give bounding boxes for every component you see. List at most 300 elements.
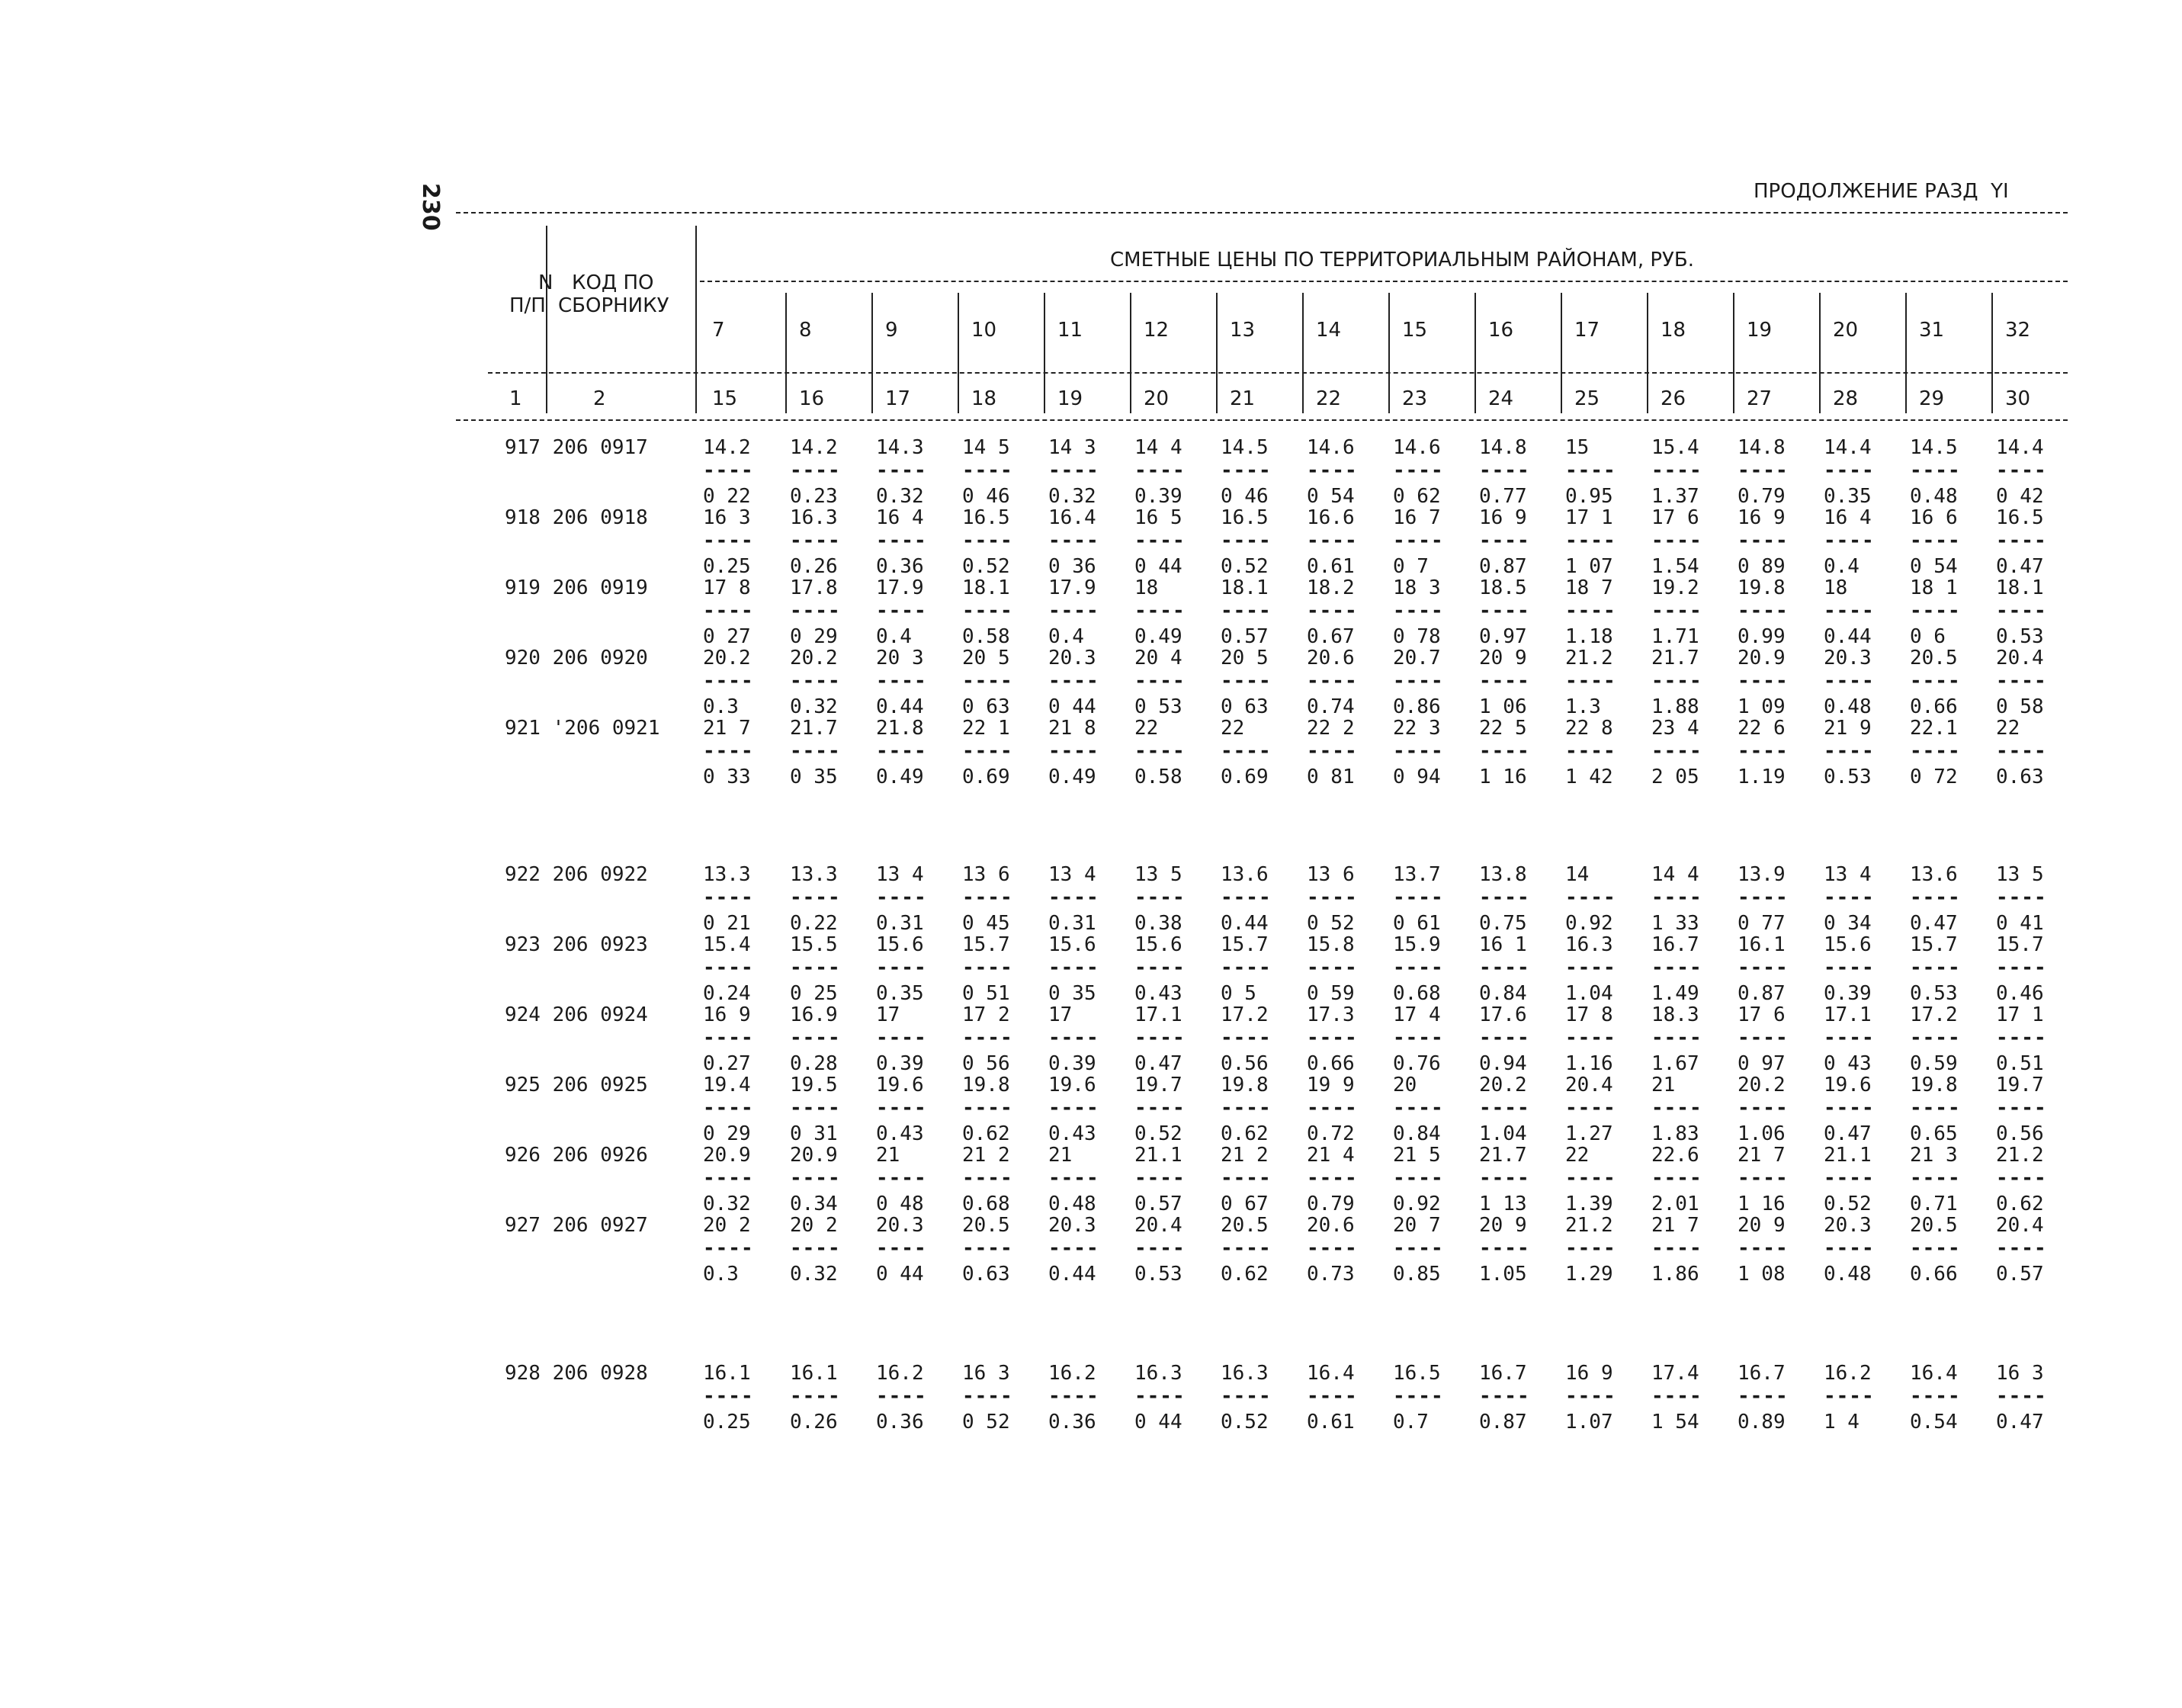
price-value: 20.3 — [1048, 647, 1096, 669]
transport-value: 0.39 — [1134, 485, 1182, 508]
price-value: 16.4 — [1910, 1362, 1958, 1385]
fraction-bar: ---- — [1307, 529, 1358, 552]
transport-value: 0.27 — [703, 1052, 751, 1075]
transport-value: 0.66 — [1910, 1263, 1958, 1286]
price-value: 15.6 — [1048, 933, 1096, 956]
transport-value: 1 16 — [1479, 766, 1527, 788]
fraction-bar: ---- — [1048, 1026, 1099, 1049]
price-value: 22 6 — [1738, 717, 1786, 740]
transport-value: 0.31 — [876, 912, 924, 935]
fraction-bar: ---- — [1824, 1026, 1875, 1049]
price-value: 15.7 — [1996, 933, 2044, 956]
price-value: 17 6 — [1651, 506, 1699, 529]
header-district-13: 13 — [1230, 319, 1256, 342]
transport-value: 0.51 — [1996, 1052, 2044, 1075]
row-label: 918 206 0918 — [505, 506, 648, 529]
fraction-bar: ---- — [1738, 886, 1789, 909]
transport-value: 0.61 — [1307, 1411, 1355, 1434]
price-value: 15.6 — [876, 933, 924, 956]
transport-value: 1.04 — [1565, 982, 1613, 1005]
fraction-bar: ---- — [1393, 1026, 1444, 1049]
price-value: 20 4 — [1134, 647, 1182, 669]
fraction-bar: ---- — [962, 886, 1013, 909]
fraction-bar: ---- — [876, 1026, 927, 1049]
header-colnum-25: 25 — [1574, 387, 1600, 410]
price-value: 17.9 — [1048, 576, 1096, 599]
price-value: 21 4 — [1307, 1144, 1355, 1167]
fraction-bar: ---- — [1996, 1096, 2047, 1119]
price-value: 20.7 — [1393, 647, 1441, 669]
price-value: 19.7 — [1996, 1074, 2044, 1096]
fraction-bar: ---- — [1651, 599, 1702, 622]
transport-value: 0.32 — [790, 1263, 838, 1286]
fraction-bar: ---- — [1479, 1385, 1530, 1408]
price-value: 16.7 — [1738, 1362, 1786, 1385]
fraction-bar: ---- — [703, 1237, 754, 1260]
separator-district-7 — [1302, 293, 1304, 413]
fraction-bar: ---- — [1824, 599, 1875, 622]
transport-value: 0 63 — [962, 695, 1010, 718]
price-value: 14.6 — [1393, 436, 1441, 459]
transport-value: 0.53 — [1996, 625, 2044, 648]
price-value: 16.5 — [962, 506, 1010, 529]
transport-value: 0.53 — [1824, 766, 1872, 788]
price-value: 18.1 — [962, 576, 1010, 599]
transport-value: 0 48 — [876, 1193, 924, 1215]
fraction-bar: ---- — [1479, 1237, 1530, 1260]
transport-value: 0 5 — [1221, 982, 1256, 1005]
header-district-19: 19 — [1747, 319, 1773, 342]
fraction-bar: ---- — [1738, 669, 1789, 692]
transport-value: 0.44 — [1221, 912, 1269, 935]
transport-value: 0.99 — [1738, 625, 1786, 648]
price-value: 16.3 — [790, 506, 838, 529]
fraction-bar: ---- — [1651, 956, 1702, 979]
transport-value: 1.88 — [1651, 695, 1699, 718]
transport-value: 0 6 — [1910, 625, 1946, 648]
price-value: 13 5 — [1996, 863, 2044, 886]
transport-value: 0.3 — [703, 695, 739, 718]
transport-value: 0.31 — [1048, 912, 1096, 935]
row-label: 922 206 0922 — [505, 863, 648, 886]
fraction-bar: ---- — [703, 886, 754, 909]
fraction-bar: ---- — [1565, 1237, 1616, 1260]
transport-value: 0.61 — [1307, 555, 1355, 578]
transport-value: 0 35 — [790, 766, 838, 788]
price-value: 21.1 — [1824, 1144, 1872, 1167]
price-value: 20.9 — [703, 1144, 751, 1167]
fraction-bar: ---- — [1996, 886, 2047, 909]
transport-value: 0.67 — [1307, 625, 1355, 648]
fraction-bar: ---- — [790, 740, 841, 762]
fraction-bar: ---- — [1307, 669, 1358, 692]
transport-value: 0.95 — [1565, 485, 1613, 508]
price-value: 21.2 — [1565, 1214, 1613, 1237]
transport-value: 1 4 — [1824, 1411, 1860, 1434]
transport-value: 0.87 — [1479, 1411, 1527, 1434]
transport-value: 0 81 — [1307, 766, 1355, 788]
fraction-bar: ---- — [1307, 1096, 1358, 1119]
header-district-12: 12 — [1144, 319, 1170, 342]
price-value: 16 3 — [1996, 1362, 2044, 1385]
transport-value: 0.66 — [1910, 695, 1958, 718]
fraction-bar: ---- — [1307, 599, 1358, 622]
fraction-bar: ---- — [1048, 1096, 1099, 1119]
transport-value: 0.57 — [1996, 1263, 2044, 1286]
header-district-32: 32 — [2005, 319, 2031, 342]
fraction-bar: ---- — [1134, 599, 1186, 622]
price-value: 20 2 — [703, 1214, 751, 1237]
price-value: 16.4 — [1048, 506, 1096, 529]
page-number: 230 — [417, 183, 444, 231]
price-value: 14.4 — [1824, 436, 1872, 459]
transport-value: 0.36 — [1048, 1411, 1096, 1434]
transport-value: 0 36 — [1048, 555, 1096, 578]
fraction-bar: ---- — [1738, 599, 1789, 622]
fraction-bar: ---- — [962, 1096, 1013, 1119]
fraction-bar: ---- — [876, 1237, 927, 1260]
header-colnum-20: 20 — [1144, 387, 1170, 410]
price-value: 14.6 — [1307, 436, 1355, 459]
transport-value: 0.47 — [1134, 1052, 1182, 1075]
fraction-bar: ---- — [1651, 740, 1702, 762]
price-value: 21 7 — [1651, 1214, 1699, 1237]
separator-district-2 — [871, 293, 873, 413]
transport-value: 0 22 — [703, 485, 751, 508]
transport-value: 0.47 — [1996, 555, 2044, 578]
fraction-bar: ---- — [876, 740, 927, 762]
header-colnum-24: 24 — [1488, 387, 1514, 410]
row-label: 923 206 0923 — [505, 933, 648, 956]
fraction-bar: ---- — [1479, 459, 1530, 482]
price-value: 16.3 — [1134, 1362, 1182, 1385]
price-value: 17 4 — [1393, 1003, 1441, 1026]
transport-value: 0 58 — [1996, 695, 2044, 718]
price-value: 13.7 — [1393, 863, 1441, 886]
price-value: 13 4 — [1048, 863, 1096, 886]
price-value: 14.5 — [1221, 436, 1269, 459]
transport-value: 0.62 — [1221, 1263, 1269, 1286]
fraction-bar: ---- — [1479, 669, 1530, 692]
fraction-bar: ---- — [1048, 1385, 1099, 1408]
header-colnum-15: 15 — [712, 387, 738, 410]
price-value: 22 1 — [962, 717, 1010, 740]
transport-value: 0.32 — [790, 695, 838, 718]
price-value: 13 4 — [1824, 863, 1872, 886]
transport-value: 0 77 — [1738, 912, 1786, 935]
transport-value: 0.85 — [1393, 1263, 1441, 1286]
fraction-bar: ---- — [1221, 1385, 1272, 1408]
transport-value: 0.44 — [876, 695, 924, 718]
transport-value: 0.62 — [1996, 1193, 2044, 1215]
transport-value: 2.01 — [1651, 1193, 1699, 1215]
transport-value: 0 54 — [1307, 485, 1355, 508]
header-pp: П/П — [509, 294, 546, 317]
transport-value: 0 7 — [1393, 555, 1429, 578]
fraction-bar: ---- — [1824, 956, 1875, 979]
fraction-bar: ---- — [962, 669, 1013, 692]
fraction-bar: ---- — [1221, 1167, 1272, 1190]
fraction-bar: ---- — [703, 1096, 754, 1119]
separator-n — [546, 226, 547, 413]
fraction-bar: ---- — [1307, 956, 1358, 979]
transport-value: 0.84 — [1479, 982, 1527, 1005]
fraction-bar: ---- — [1910, 1096, 1961, 1119]
transport-value: 0.52 — [1221, 1411, 1269, 1434]
transport-value: 0.44 — [1048, 1263, 1096, 1286]
separator-district-1 — [785, 293, 787, 413]
header-district-31: 31 — [1919, 319, 1945, 342]
header-colnum-18: 18 — [971, 387, 997, 410]
transport-value: 0.4 — [1048, 625, 1084, 648]
fraction-bar: ---- — [1134, 1237, 1186, 1260]
fraction-bar: ---- — [1393, 956, 1444, 979]
transport-value: 0 78 — [1393, 625, 1441, 648]
transport-value: 0.56 — [1221, 1052, 1269, 1075]
header-district-14: 14 — [1316, 319, 1342, 342]
fraction-bar: ---- — [962, 956, 1013, 979]
transport-value: 0.72 — [1307, 1122, 1355, 1145]
price-value: 21 2 — [1221, 1144, 1269, 1167]
fraction-bar: ---- — [1910, 599, 1961, 622]
price-value: 16 9 — [1738, 506, 1786, 529]
row-label: 921 '206 0921 — [505, 717, 660, 740]
transport-value: 0.26 — [790, 555, 838, 578]
fraction-bar: ---- — [1824, 529, 1875, 552]
transport-value: 0.43 — [1048, 1122, 1096, 1145]
price-value: 14.2 — [703, 436, 751, 459]
price-value: 20 9 — [1479, 647, 1527, 669]
transport-value: 1.29 — [1565, 1263, 1613, 1286]
transport-value: 0 29 — [703, 1122, 751, 1145]
separator-district-8 — [1388, 293, 1390, 413]
transport-value: 0.73 — [1307, 1263, 1355, 1286]
price-value: 17.2 — [1221, 1003, 1269, 1026]
price-value: 16 4 — [1824, 506, 1872, 529]
fraction-bar: ---- — [1479, 740, 1530, 762]
transport-value: 0.69 — [962, 766, 1010, 788]
price-value: 16 9 — [1565, 1362, 1613, 1385]
price-value: 21.7 — [1651, 647, 1699, 669]
transport-value: 1.05 — [1479, 1263, 1527, 1286]
price-value: 13 4 — [876, 863, 924, 886]
transport-value: 0 35 — [1048, 982, 1096, 1005]
fraction-bar: ---- — [1565, 1096, 1616, 1119]
fraction-bar: ---- — [1651, 669, 1702, 692]
price-value: 22 — [1565, 1144, 1590, 1167]
transport-value: 0 27 — [703, 625, 751, 648]
price-value: 20.2 — [790, 647, 838, 669]
fraction-bar: ---- — [1996, 956, 2047, 979]
separator-district-12 — [1733, 293, 1734, 413]
price-value: 21 7 — [703, 717, 751, 740]
price-value: 18 — [1134, 576, 1159, 599]
transport-value: 0 29 — [790, 625, 838, 648]
price-value: 17.8 — [790, 576, 838, 599]
fraction-bar: ---- — [1565, 1167, 1616, 1190]
price-value: 22 — [1134, 717, 1159, 740]
fraction-bar: ---- — [876, 669, 927, 692]
fraction-bar: ---- — [1134, 886, 1186, 909]
fraction-bar: ---- — [1565, 459, 1616, 482]
price-value: 19 9 — [1307, 1074, 1355, 1096]
price-value: 20.5 — [962, 1214, 1010, 1237]
price-value: 17.4 — [1651, 1362, 1699, 1385]
transport-value: 0.87 — [1738, 982, 1786, 1005]
fraction-bar: ---- — [1048, 599, 1099, 622]
price-value: 13 5 — [1134, 863, 1182, 886]
fraction-bar: ---- — [1738, 459, 1789, 482]
fraction-bar: ---- — [790, 956, 841, 979]
fraction-bar: ---- — [1910, 1385, 1961, 1408]
transport-value: 0 54 — [1910, 555, 1958, 578]
transport-value: 0.92 — [1393, 1193, 1441, 1215]
fraction-bar: ---- — [1565, 740, 1616, 762]
fraction-bar: ---- — [1738, 529, 1789, 552]
price-value: 16 3 — [962, 1362, 1010, 1385]
fraction-bar: ---- — [1221, 669, 1272, 692]
price-value: 15.6 — [1824, 933, 1872, 956]
header-colnum-27: 27 — [1747, 387, 1773, 410]
price-value: 14.2 — [790, 436, 838, 459]
transport-value: 1 42 — [1565, 766, 1613, 788]
price-value: 21.7 — [790, 717, 838, 740]
price-value: 19.5 — [790, 1074, 838, 1096]
fraction-bar: ---- — [1393, 599, 1444, 622]
fraction-bar: ---- — [1824, 1385, 1875, 1408]
price-value: 14 4 — [1651, 863, 1699, 886]
price-value: 17 6 — [1738, 1003, 1786, 1026]
transport-value: 0.89 — [1738, 1411, 1786, 1434]
row-label: 924 206 0924 — [505, 1003, 648, 1026]
separator-district-5 — [1130, 293, 1131, 413]
price-value: 19.8 — [1910, 1074, 1958, 1096]
price-value: 13.3 — [790, 863, 838, 886]
fraction-bar: ---- — [1393, 1167, 1444, 1190]
fraction-bar: ---- — [1393, 529, 1444, 552]
transport-value: 0.25 — [703, 1411, 751, 1434]
transport-value: 0.32 — [876, 485, 924, 508]
transport-value: 0 33 — [703, 766, 751, 788]
price-value: 19.8 — [962, 1074, 1010, 1096]
fraction-bar: ---- — [790, 1385, 841, 1408]
price-value: 14.8 — [1479, 436, 1527, 459]
price-value: 20 3 — [876, 647, 924, 669]
price-value: 17.1 — [1134, 1003, 1182, 1026]
price-value: 17 2 — [962, 1003, 1010, 1026]
fraction-bar: ---- — [1221, 459, 1272, 482]
price-value: 22 2 — [1307, 717, 1355, 740]
price-value: 20.4 — [1565, 1074, 1613, 1096]
fraction-bar: ---- — [1307, 1237, 1358, 1260]
header-colnum-19: 19 — [1057, 387, 1083, 410]
transport-value: 0.52 — [1221, 555, 1269, 578]
transport-value: 0.28 — [790, 1052, 838, 1075]
price-value: 17 1 — [1996, 1003, 2044, 1026]
fraction-bar: ---- — [1824, 740, 1875, 762]
fraction-bar: ---- — [1996, 599, 2047, 622]
separator-code — [695, 226, 697, 413]
fraction-bar: ---- — [1824, 1167, 1875, 1190]
row-label: 919 206 0919 — [505, 576, 648, 599]
price-value: 16.9 — [790, 1003, 838, 1026]
transport-value: 1.54 — [1651, 555, 1699, 578]
fraction-bar: ---- — [1048, 956, 1099, 979]
transport-value: 1.39 — [1565, 1193, 1613, 1215]
price-value: 21 — [1048, 1144, 1073, 1167]
fraction-bar: ---- — [1307, 1385, 1358, 1408]
transport-value: 0.63 — [962, 1263, 1010, 1286]
price-value: 16.3 — [1565, 933, 1613, 956]
fraction-bar: ---- — [1996, 1026, 2047, 1049]
fraction-bar: ---- — [1651, 1237, 1702, 1260]
price-value: 21 3 — [1910, 1144, 1958, 1167]
fraction-bar: ---- — [790, 1167, 841, 1190]
fraction-bar: ---- — [1738, 1237, 1789, 1260]
price-value: 20.2 — [1479, 1074, 1527, 1096]
transport-value: 0.79 — [1307, 1193, 1355, 1215]
fraction-bar: ---- — [962, 459, 1013, 482]
price-value: 14.8 — [1738, 436, 1786, 459]
transport-value: 0 51 — [962, 982, 1010, 1005]
fraction-bar: ---- — [1651, 1096, 1702, 1119]
transport-value: 0.87 — [1479, 555, 1527, 578]
price-value: 17.1 — [1824, 1003, 1872, 1026]
price-value: 15.7 — [1221, 933, 1269, 956]
price-value: 20.5 — [1910, 647, 1958, 669]
fraction-bar: ---- — [1048, 886, 1099, 909]
price-value: 22 3 — [1393, 717, 1441, 740]
transport-value: 0.3 — [703, 1263, 739, 1286]
fraction-bar: ---- — [1134, 459, 1186, 482]
transport-value: 1 33 — [1651, 912, 1699, 935]
price-value: 17.9 — [876, 576, 924, 599]
fraction-bar: ---- — [1910, 529, 1961, 552]
header-colnum-30: 30 — [2005, 387, 2031, 410]
price-value: 21 — [876, 1144, 900, 1167]
price-value: 20 — [1393, 1074, 1417, 1096]
transport-value: 1 08 — [1738, 1263, 1786, 1286]
fraction-bar: ---- — [703, 1026, 754, 1049]
price-value: 18 7 — [1565, 576, 1613, 599]
transport-value: 0.48 — [1048, 1193, 1096, 1215]
transport-value: 0.4 — [1824, 555, 1860, 578]
header-district-10: 10 — [971, 319, 997, 342]
fraction-bar: ---- — [1996, 529, 2047, 552]
transport-value: 0.53 — [1134, 1263, 1182, 1286]
transport-value: 0.4 — [876, 625, 912, 648]
fraction-bar: ---- — [962, 1026, 1013, 1049]
price-value: 13 6 — [962, 863, 1010, 886]
price-value: 16.7 — [1651, 933, 1699, 956]
transport-value: 1.16 — [1565, 1052, 1613, 1075]
transport-value: 0.44 — [1824, 625, 1872, 648]
header-colnum-29: 29 — [1919, 387, 1945, 410]
transport-value: 0 21 — [703, 912, 751, 935]
fraction-bar: ---- — [1479, 1167, 1530, 1190]
rule-group — [700, 281, 2068, 282]
fraction-bar: ---- — [1393, 1096, 1444, 1119]
fraction-bar: ---- — [876, 1096, 927, 1119]
header-district-16: 16 — [1488, 319, 1514, 342]
fraction-bar: ---- — [1048, 529, 1099, 552]
price-value: 13 6 — [1307, 863, 1355, 886]
transport-value: 0.75 — [1479, 912, 1527, 935]
separator-district-10 — [1561, 293, 1562, 413]
transport-value: 0.25 — [703, 555, 751, 578]
transport-value: 0.52 — [962, 555, 1010, 578]
fraction-bar: ---- — [1565, 1385, 1616, 1408]
